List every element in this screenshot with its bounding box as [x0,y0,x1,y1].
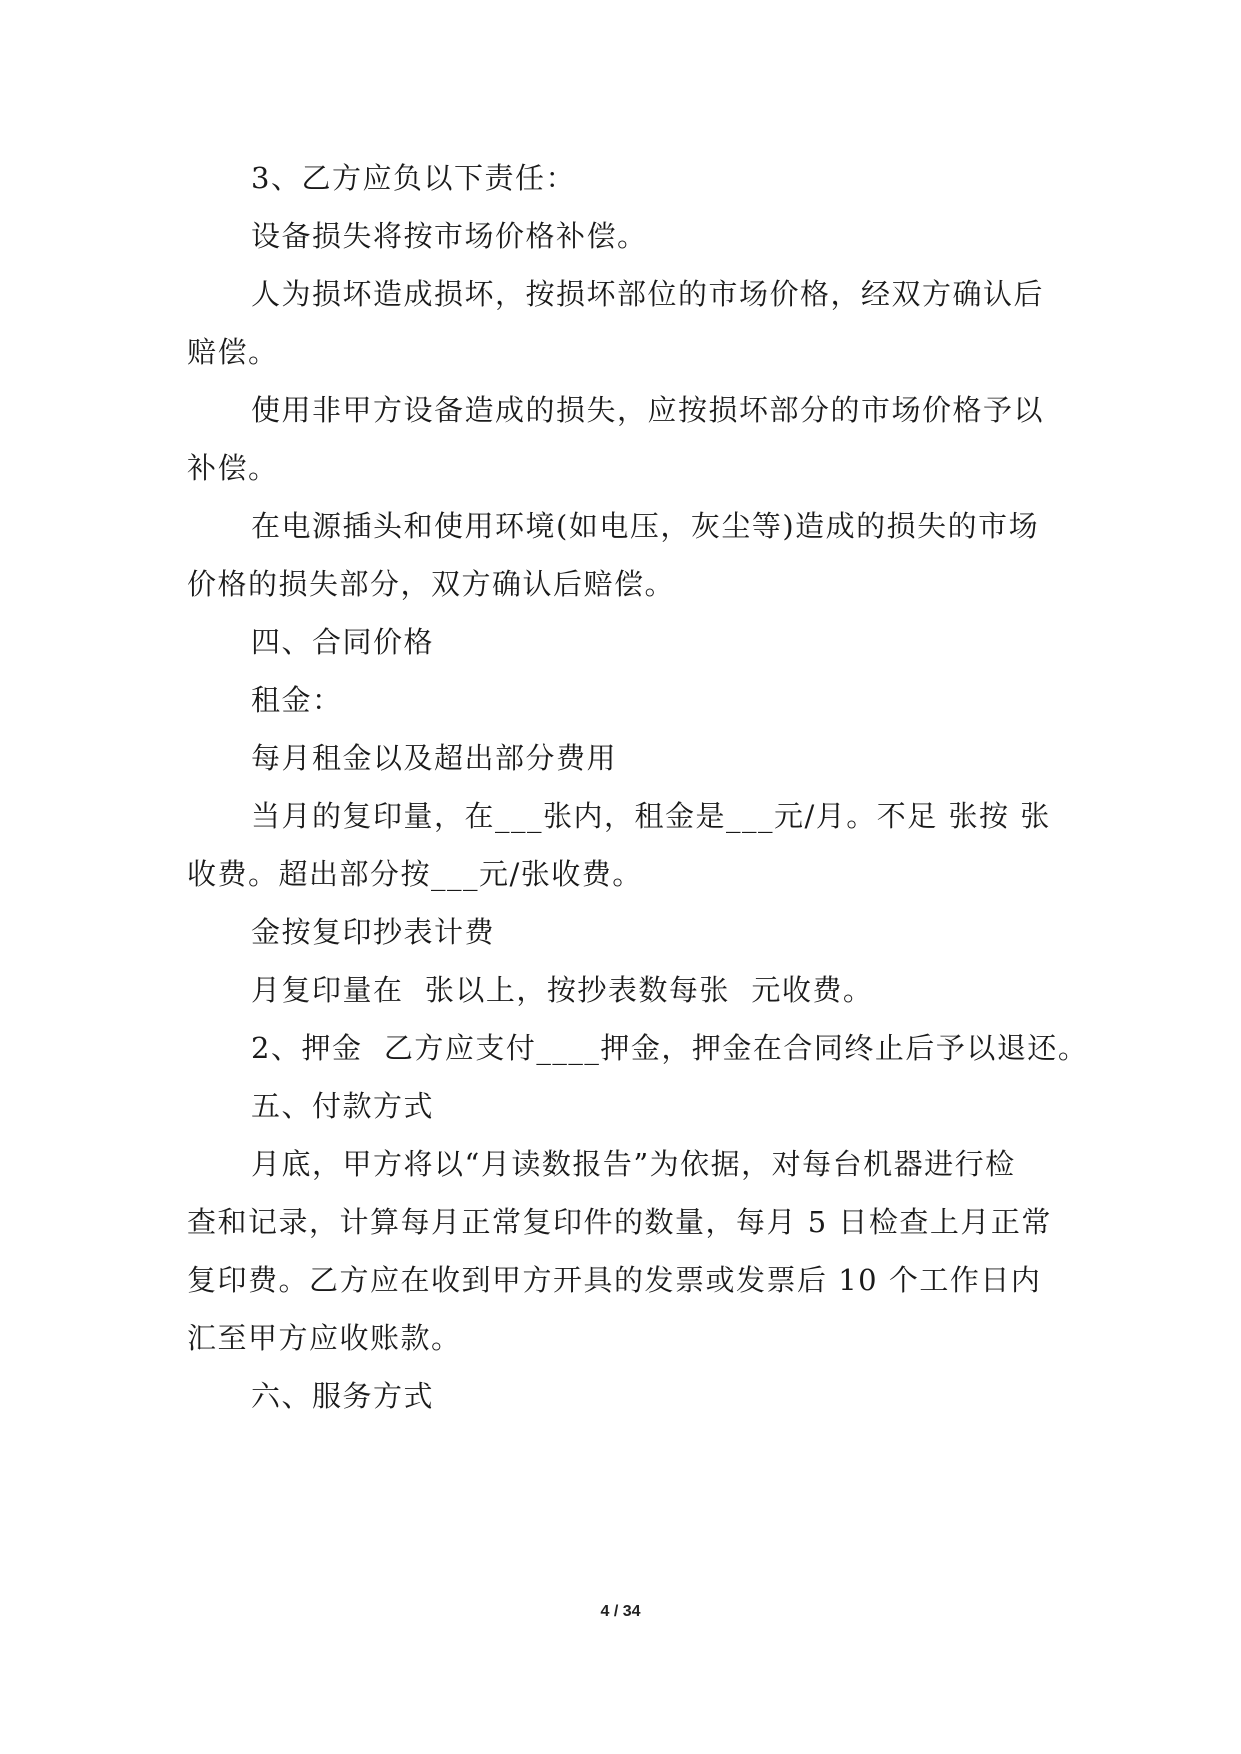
paragraph-line: 月底，甲方将以“月读数报告”为依据，对每台机器进行检 [251,1147,1016,1181]
section-heading-contract-price: 四、合同价格 [251,625,435,659]
clause-deposit: 2、押金 乙方应支付____押金，押金在合同终止后予以退还。 [251,1031,1089,1065]
paragraph-line: 租金： [251,683,343,717]
paragraph-line: 赔偿。 [187,335,279,369]
clause-heading-party-b-responsibilities: 3、乙方应负以下责任： [251,161,576,195]
page-number: 4 / 34 [600,1603,641,1620]
paragraph-line: 每月租金以及超出部分费用 [251,741,618,775]
paragraph-line: 当月的复印量，在___张内，租金是___元/月。不足 张按 张 [251,799,1051,833]
section-heading-service-method: 六、服务方式 [251,1379,435,1413]
paragraph-line: 复印费。乙方应在收到甲方开具的发票或发票后 10 个工作日内 [187,1263,1042,1297]
paragraph-line: 设备损失将按市场价格补偿。 [251,219,648,253]
paragraph-line: 人为损坏造成损坏，按损坏部位的市场价格，经双方确认后 [251,277,1045,311]
paragraph-line: 收费。超出部分按___元/张收费。 [187,857,643,891]
paragraph-line: 汇至甲方应收账款。 [187,1321,462,1355]
section-heading-payment-method: 五、付款方式 [251,1089,435,1123]
paragraph-line: 金按复印抄表计费 [251,915,496,949]
paragraph-line: 使用非甲方设备造成的损失，应按损坏部分的市场价格予以 [251,393,1045,427]
paragraph-line: 价格的损失部分，双方确认后赔偿。 [187,567,676,601]
paragraph-line: 补偿。 [187,451,279,485]
paragraph-line: 月复印量在 张以上，按抄表数每张 元收费。 [251,973,874,1007]
paragraph-line: 查和记录，计算每月正常复印件的数量，每月 5 日检查上月正常 [187,1205,1052,1239]
paragraph-line: 在电源插头和使用环境(如电压，灰尘等)造成的损失的市场 [251,509,1040,543]
